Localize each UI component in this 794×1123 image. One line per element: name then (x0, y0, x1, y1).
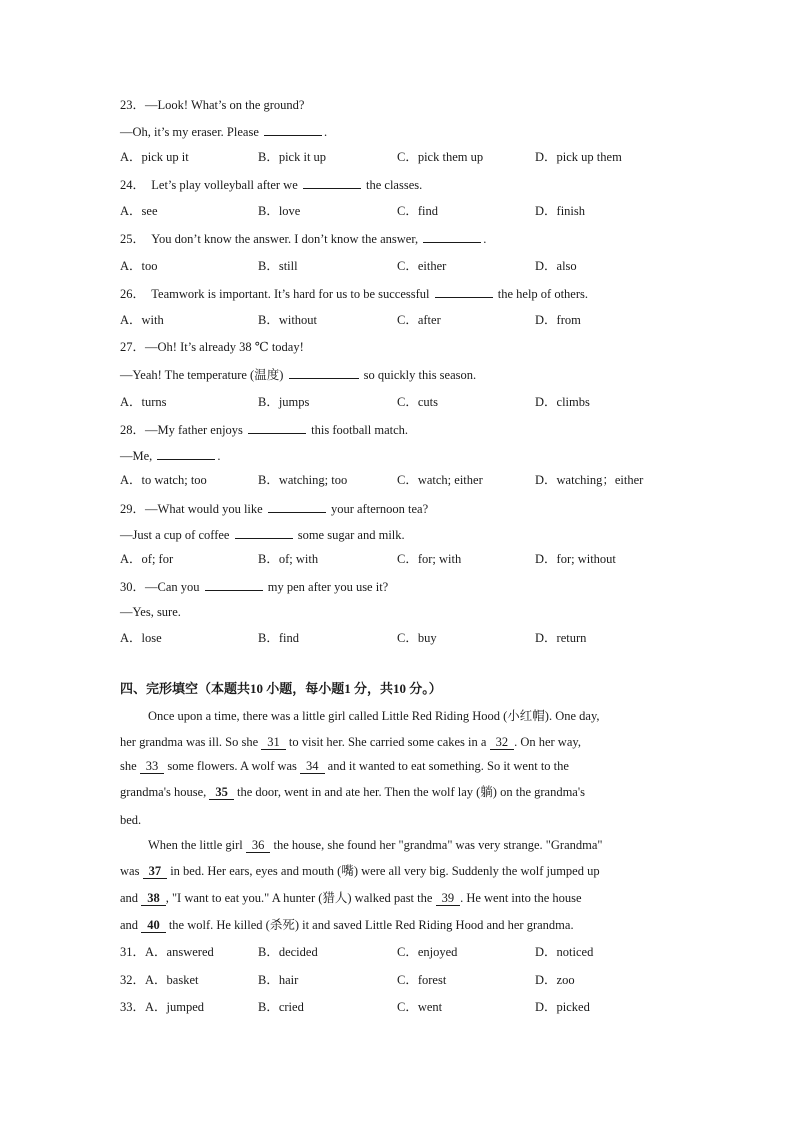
option-c: C．for; with (397, 552, 462, 566)
option-b: B．watching; too (258, 473, 348, 487)
answer-blank[interactable] (248, 421, 306, 434)
option-b: B．of; with (258, 552, 319, 566)
cloze-32-option-c: C．forest (397, 973, 447, 987)
option-d: D．also (535, 259, 577, 273)
option-d: D．for; without (535, 552, 616, 566)
blank-37[interactable]: 37 (143, 864, 168, 879)
option-c: C．either (397, 259, 447, 273)
blank-31[interactable]: 31 (261, 735, 286, 750)
option-a: A．of; for (120, 552, 174, 566)
option-a: A．lose (120, 631, 162, 645)
option-c: C．watch; either (397, 473, 483, 487)
option-d: D．climbs (535, 395, 590, 409)
answer-blank[interactable] (423, 230, 481, 243)
cloze-31-option-c: C．enjoyed (397, 945, 458, 959)
option-a: A．pick up it (120, 150, 189, 164)
blank-32[interactable]: 32 (490, 735, 515, 750)
cloze-32-option-a: 32．A．basket (120, 973, 199, 987)
answer-blank[interactable] (264, 123, 322, 136)
option-c: C．find (397, 204, 438, 218)
section-title: 四、完形填空（本题共10 小题，每小题1 分，共10 分。） (120, 681, 442, 696)
question-30-line2: —Yes, sure. (120, 605, 181, 619)
passage-line: was 37 in bed. Her ears, eyes and mouth (嘴) were all very big. Suddenly the wolf jumped up (120, 864, 600, 878)
passage-line: Once upon a time, there was a little girl called Little Red Riding Hood (小红帽). One day, (148, 709, 600, 723)
option-c: C．buy (397, 631, 437, 645)
cloze-31-option-d: D．noticed (535, 945, 594, 959)
answer-blank[interactable] (268, 500, 326, 513)
passage-line: grandma's house, 35 the door, went in and ate her. Then the wolf lay (躺) on the grandma's (120, 785, 585, 799)
question-24-stem: 24． Let’s play volleyball after we the classes. (120, 178, 423, 192)
answer-blank[interactable] (303, 176, 361, 189)
passage-line: she 33 some flowers. A wolf was 34 and it wanted to eat something. So it went to the (120, 759, 569, 773)
answer-blank[interactable] (289, 366, 359, 379)
question-23-stem: 23．—Look! What’s on the ground? (120, 98, 305, 112)
option-d: D．pick up them (535, 150, 622, 164)
blank-38[interactable]: 38 (141, 891, 166, 906)
question-23-line2: —Oh, it’s my eraser. Please . (120, 125, 328, 139)
option-b: B．still (258, 259, 298, 273)
cloze-32-option-d: D．zoo (535, 973, 575, 987)
blank-34[interactable]: 34 (300, 759, 325, 774)
blank-35[interactable]: 35 (209, 785, 234, 800)
answer-blank[interactable] (205, 578, 263, 591)
question-28-stem: 28．—My father enjoys this football match. (120, 423, 409, 437)
option-b: B．love (258, 204, 301, 218)
blank-36[interactable]: 36 (246, 838, 271, 853)
answer-blank[interactable] (157, 447, 215, 460)
question-30-stem: 30．—Can you my pen after you use it? (120, 580, 389, 594)
passage-line: and 38 , "I want to eat you." A hunter (猎人) walked past the 39 . He went into the house (120, 891, 582, 905)
option-c: C．cuts (397, 395, 438, 409)
answer-blank[interactable] (435, 285, 493, 298)
option-c: C．pick them up (397, 150, 484, 164)
answer-blank[interactable] (235, 526, 293, 539)
blank-33[interactable]: 33 (140, 759, 165, 774)
passage-line: When the little girl 36 the house, she found her "grandma" was very strange. "Grandma" (148, 838, 603, 852)
passage-line: and 40 the wolf. He killed (杀死) it and saved Little Red Riding Hood and her grandma. (120, 918, 574, 932)
cloze-33-option-a: 33．A．jumped (120, 1000, 205, 1014)
cloze-32-option-b: B．hair (258, 973, 299, 987)
blank-39[interactable]: 39 (436, 891, 461, 906)
question-29-line2: —Just a cup of coffee some sugar and milk. (120, 528, 405, 542)
option-a: A．to watch; too (120, 473, 207, 487)
cloze-31-option-b: B．decided (258, 945, 318, 959)
cloze-33-option-b: B．cried (258, 1000, 304, 1014)
option-d: D．watching；either (535, 473, 644, 487)
cloze-31-option-a: 31．A．answered (120, 945, 214, 959)
option-d: D．return (535, 631, 587, 645)
passage-line: bed. (120, 813, 142, 827)
question-25-stem: 25． You don’t know the answer. I don’t know the answer, . (120, 232, 487, 246)
option-c: C．after (397, 313, 441, 327)
question-27-line2: —Yeah! The temperature (温度) so quickly this season. (120, 368, 477, 382)
option-b: B．pick it up (258, 150, 327, 164)
option-b: B．jumps (258, 395, 310, 409)
option-a: A．with (120, 313, 164, 327)
blank-40[interactable]: 40 (141, 918, 166, 933)
option-a: A．turns (120, 395, 167, 409)
option-a: A．see (120, 204, 158, 218)
passage-line: her grandma was ill. So she 31 to visit her. She carried some cakes in a 32 . On her way, (120, 735, 581, 749)
option-d: D．from (535, 313, 581, 327)
cloze-33-option-c: C．went (397, 1000, 443, 1014)
question-27-stem: 27．—Oh! It’s already 38 ℃ today! (120, 340, 304, 354)
question-28-line2: —Me, . (120, 449, 221, 463)
option-a: A．too (120, 259, 158, 273)
question-29-stem: 29．—What would you like your afternoon tea? (120, 502, 429, 516)
option-b: B．without (258, 313, 318, 327)
question-26-stem: 26． Teamwork is important. It’s hard for us to be successful the help of others. (120, 287, 589, 301)
option-b: B．find (258, 631, 299, 645)
cloze-33-option-d: D．picked (535, 1000, 590, 1014)
option-d: D．finish (535, 204, 586, 218)
